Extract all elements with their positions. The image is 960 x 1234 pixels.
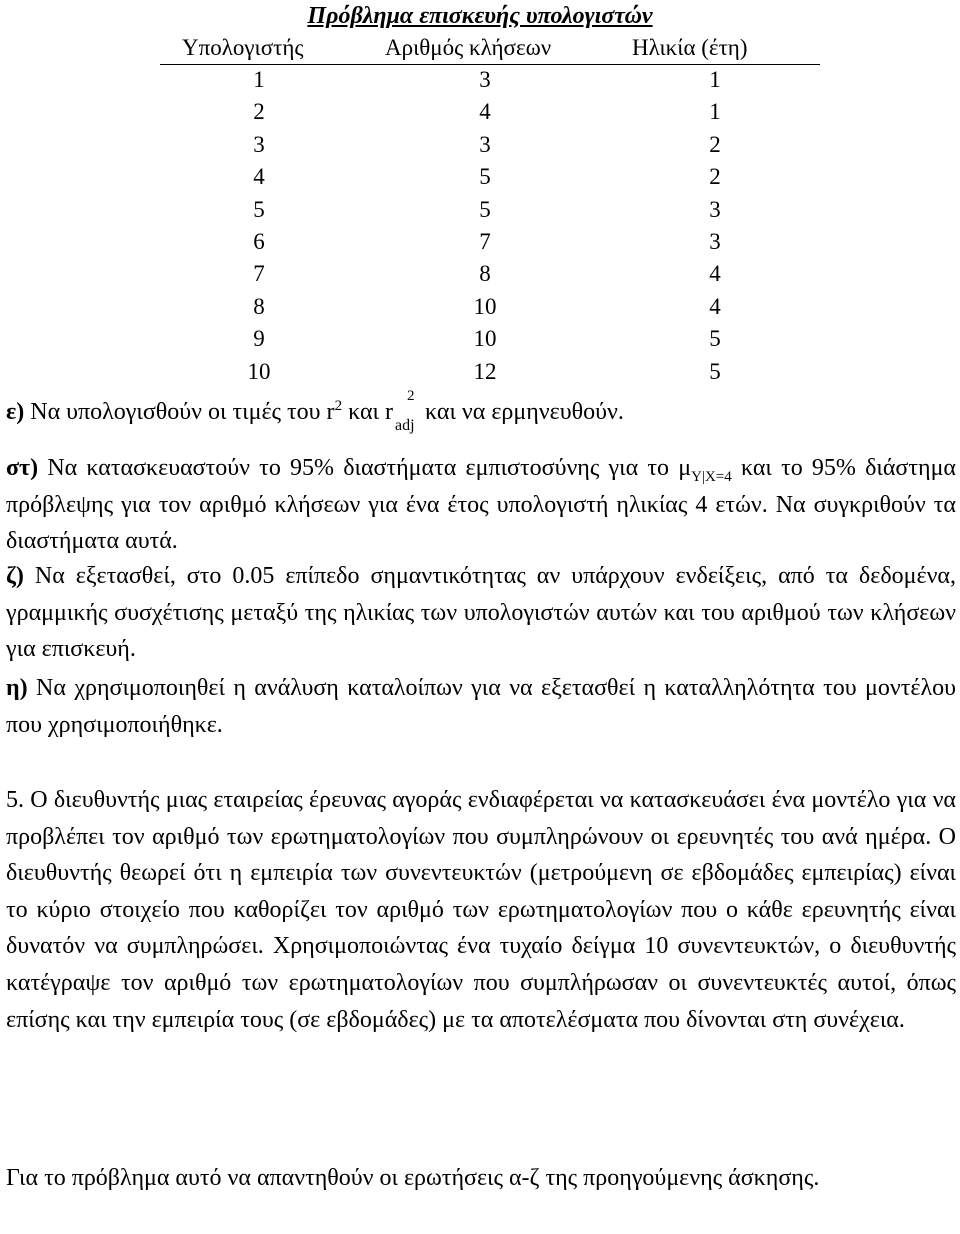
cell-computer: 9 — [253, 326, 265, 352]
column-header-calls: Αριθμός κλήσεων — [385, 35, 552, 60]
question-st — [6, 450, 956, 560]
table-row — [0, 356, 960, 388]
r-adj-subscript: adj — [394, 417, 415, 434]
problem-5-closing: Για το πρόβλημα αυτό να απαντηθούν οι ερωτήσεις α-ζ της προηγούμενης άσκησης. — [6, 1165, 820, 1191]
cell-computer: 5 — [253, 196, 265, 222]
cell-calls: 7 — [479, 228, 491, 254]
cell-age: 3 — [709, 228, 721, 254]
table-row — [0, 64, 960, 96]
question-st-text-2: και το 95% διάστημα πρόβλεψης για τον αριθμό κλήσεων για ένα έτος υπολογιστή ηλικίας 4 ετών. Να συγκριθούν τα διαστήματα αυτά. — [6, 455, 957, 555]
table-row — [0, 323, 960, 355]
cell-calls: 12 — [473, 358, 497, 384]
cell-computer: 10 — [247, 358, 271, 384]
cell-age: 4 — [709, 293, 721, 319]
table-row — [0, 291, 960, 323]
question-e-label: ε) — [6, 399, 25, 425]
table-row — [0, 194, 960, 226]
cell-calls: 5 — [479, 196, 491, 222]
r-adj-superscript: 2 — [406, 388, 415, 404]
question-e-text-before: Να υπολογισθούν οι τιμές του r — [30, 399, 335, 425]
column-header-age: Ηλικία (έτη) — [632, 35, 748, 60]
question-e-text-after: και να ερμηνευθούν. — [424, 399, 624, 425]
problem-5-text: 5. Ο διευθυντής μιας εταιρείας έρευνας αγοράς ενδιαφέρεται να κατασκευάσει ένα μοντέλο για να προβλέπει τον αριθμό των ερωτηματολογίων που συμπληρώνουν οι ερευνητές του ανά ημέρα. Ο διευθυντής θεωρεί ότι η εμπειρία των συνεντευκτών (μετρούμενη σε εβδομάδες εμπειρίας) είναι το κύριο στοιχείο που καθορίζει τον αριθμό των ερωτηματολογίων που ο κάθε ερευνητής είναι δυνατόν να συμπληρώσει. Χρησιμοποιώντας ένα τυχαίο δείγμα 10 συνεντευκτών, ο διευθυντής κατέγραψε τον αριθμό των ερωτηματολογίων που συμπλήρωσαν οι συνεντευκτές αυτοί, όπως επίσης και την εμπειρία τους (σε εβδομάδες) με τα αποτελέσματα που δίνονται στη συνέχεια. — [6, 787, 956, 1033]
question-e — [6, 388, 956, 434]
question-e-text-mid: και — [342, 399, 385, 425]
r-adj-letter: r — [384, 399, 393, 425]
cell-age: 4 — [709, 261, 721, 287]
cell-age: 2 — [709, 131, 721, 157]
question-h-text: Να χρησιμοποιηθεί η ανάλυση καταλοίπων για να εξετασθεί η καταλληλότητα του μοντέλου που χρησιμοποιήθηκε. — [6, 675, 957, 738]
r-squared-superscript: 2 — [334, 398, 343, 414]
cell-computer: 2 — [253, 99, 265, 125]
question-z — [6, 558, 956, 668]
table-header — [160, 34, 820, 65]
table-row — [0, 258, 960, 290]
table-row — [0, 161, 960, 193]
question-z-label: ζ) — [6, 563, 24, 589]
mu-subscript: Y|X=4 — [691, 468, 732, 485]
data-table — [0, 64, 960, 388]
cell-calls: 4 — [479, 99, 491, 125]
question-h — [6, 670, 956, 743]
cell-age: 1 — [709, 67, 721, 92]
cell-calls: 10 — [473, 326, 497, 352]
cell-calls: 8 — [479, 261, 491, 287]
cell-calls: 10 — [473, 293, 497, 319]
cell-computer: 8 — [253, 293, 265, 319]
cell-calls: 3 — [479, 131, 491, 157]
cell-age: 2 — [709, 164, 721, 190]
cell-computer: 7 — [253, 261, 265, 287]
table-row — [0, 129, 960, 161]
cell-age: 3 — [709, 196, 721, 222]
question-st-label: στ) — [6, 455, 39, 481]
r-adj-symbol — [384, 388, 419, 434]
table-row — [0, 96, 960, 128]
column-header-computer: Υπολογιστής — [182, 35, 304, 60]
cell-age: 5 — [709, 358, 721, 384]
cell-calls: 3 — [479, 67, 491, 92]
cell-age: 1 — [709, 99, 721, 125]
page-title: Πρόβλημα επισκευής υπολογιστών — [307, 3, 653, 29]
cell-calls: 5 — [479, 164, 491, 190]
question-h-label: η) — [6, 675, 28, 701]
cell-computer: 1 — [253, 67, 265, 92]
table-row — [0, 226, 960, 258]
question-z-text: Να εξετασθεί, στο 0.05 επίπεδο σημαντικότητας αν υπάρχουν ενδείξεις, από τα δεδομένα, γραμμικής συσχέτισης μεταξύ της ηλικίας των υπολογιστών αυτών και του αριθμού των κλήσεων για επισκευή. — [6, 563, 956, 663]
question-st-text-1: Να κατασκευαστούν το 95% διαστήματα εμπιστοσύνης για το μ — [47, 455, 692, 481]
cell-computer: 4 — [253, 164, 265, 190]
cell-computer: 6 — [253, 228, 265, 254]
cell-age: 5 — [709, 326, 721, 352]
cell-computer: 3 — [253, 131, 265, 157]
